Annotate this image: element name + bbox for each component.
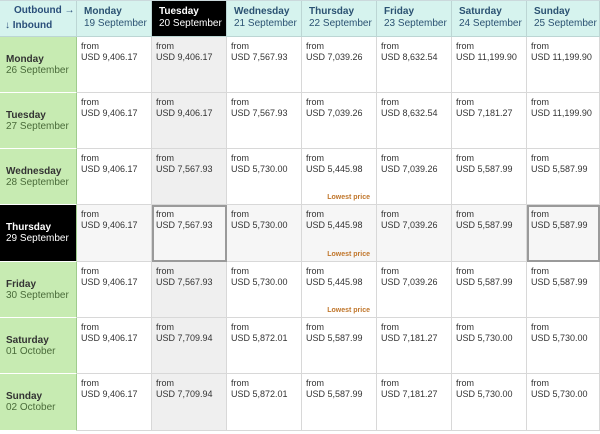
row-day: Wednesday [6, 165, 62, 177]
fare-from-label: from [81, 209, 99, 219]
column-day: Monday [84, 6, 122, 17]
fare-price: USD 5,587.99 [531, 220, 588, 230]
fare-cell[interactable] [452, 149, 527, 205]
fare-from-label: from [456, 41, 474, 51]
fare-from-label: from [81, 378, 99, 388]
fare-from-label: from [381, 378, 399, 388]
fare-price: USD 7,709.94 [156, 333, 213, 343]
fare-price: USD 7,181.27 [381, 333, 438, 343]
fare-from-label: from [156, 41, 174, 51]
fare-from-label: from [381, 97, 399, 107]
fare-cell[interactable] [152, 149, 227, 205]
fare-price: USD 5,872.01 [231, 333, 288, 343]
fare-price: USD 5,730.00 [231, 277, 288, 287]
row-date: 27 September [6, 120, 69, 132]
fare-from-label: from [306, 378, 324, 388]
fare-cell[interactable] [227, 93, 302, 149]
fare-from-label: from [306, 266, 324, 276]
fare-cell[interactable] [302, 93, 377, 149]
fare-from-label: from [531, 378, 549, 388]
fare-cell[interactable] [77, 374, 152, 431]
fare-from-label: from [156, 97, 174, 107]
column-header-monday[interactable] [77, 1, 152, 37]
fare-cell[interactable] [377, 374, 452, 431]
fare-price: USD 9,406.17 [81, 389, 138, 399]
row-date: 26 September [6, 64, 69, 76]
fare-price: USD 8,632.54 [381, 52, 438, 62]
fare-price: USD 9,406.17 [81, 333, 138, 343]
column-header-sunday[interactable] [527, 1, 600, 37]
inbound-label: ↓ Inbound [5, 20, 53, 31]
fare-cell[interactable] [452, 318, 527, 374]
lowest-price-badge: Lowest price [327, 194, 370, 201]
fare-from-label: from [381, 266, 399, 276]
grid-corner [0, 1, 77, 37]
fare-price: USD 9,406.17 [81, 220, 138, 230]
fare-price: USD 5,587.99 [531, 164, 588, 174]
fare-from-label: from [81, 322, 99, 332]
fare-from-label: from [456, 97, 474, 107]
fare-from-label: from [531, 97, 549, 107]
fare-cell[interactable] [377, 318, 452, 374]
fare-from-label: from [231, 41, 249, 51]
fare-price: USD 7,567.93 [156, 220, 213, 230]
fare-from-label: from [306, 97, 324, 107]
fare-from-label: from [156, 266, 174, 276]
row-date: 28 September [6, 176, 69, 188]
row-header-friday[interactable] [0, 262, 77, 318]
fare-from-label: from [81, 97, 99, 107]
column-header-thursday[interactable] [302, 1, 377, 37]
fare-from-label: from [531, 153, 549, 163]
fare-cell[interactable] [452, 37, 527, 93]
fare-from-label: from [231, 378, 249, 388]
fare-from-label: from [456, 266, 474, 276]
column-date: 25 September [534, 18, 597, 29]
fare-cell[interactable] [227, 205, 302, 262]
column-header-saturday[interactable] [452, 1, 527, 37]
row-header-sunday[interactable] [0, 374, 77, 431]
fare-cell[interactable] [77, 93, 152, 149]
column-date: 21 September [234, 18, 297, 29]
fare-cell[interactable] [452, 93, 527, 149]
fare-cell[interactable] [302, 318, 377, 374]
fare-from-label: from [456, 153, 474, 163]
fare-cell[interactable] [377, 37, 452, 93]
column-day: Thursday [309, 6, 355, 17]
row-header-thursday[interactable] [0, 205, 77, 262]
fare-price: USD 9,406.17 [156, 108, 213, 118]
fare-price: USD 7,567.93 [231, 52, 288, 62]
fare-price: USD 7,039.26 [306, 52, 363, 62]
column-date: 24 September [459, 18, 522, 29]
fare-price: USD 7,039.26 [381, 220, 438, 230]
fare-cell[interactable] [452, 374, 527, 431]
fare-cell[interactable] [152, 205, 227, 262]
fare-price: USD 9,406.17 [81, 277, 138, 287]
fare-cell[interactable] [152, 262, 227, 318]
fare-cell[interactable] [302, 262, 377, 318]
column-date: 22 September [309, 18, 372, 29]
row-day: Sunday [6, 391, 43, 402]
fare-cell[interactable] [527, 149, 600, 205]
fare-cell[interactable] [227, 149, 302, 205]
fare-from-label: from [531, 266, 549, 276]
column-header-wednesday[interactable] [227, 1, 302, 37]
fare-price: USD 5,587.99 [456, 220, 513, 230]
fare-from-label: from [81, 41, 99, 51]
fare-cell[interactable] [527, 93, 600, 149]
fare-price: USD 5,730.00 [231, 164, 288, 174]
column-date: 19 September [84, 18, 147, 29]
fare-cell[interactable] [152, 318, 227, 374]
fare-cell[interactable] [227, 374, 302, 431]
fare-cell[interactable] [77, 205, 152, 262]
lowest-price-badge: Lowest price [327, 307, 370, 314]
fare-cell[interactable] [77, 318, 152, 374]
fare-from-label: from [531, 322, 549, 332]
fare-price: USD 5,730.00 [231, 220, 288, 230]
fare-cell[interactable] [527, 374, 600, 431]
column-day: Saturday [459, 6, 502, 17]
fare-price: USD 9,406.17 [81, 108, 138, 118]
fare-from-label: from [156, 209, 174, 219]
fare-from-label: from [456, 209, 474, 219]
fare-price: USD 9,406.17 [81, 164, 138, 174]
column-day: Friday [384, 6, 415, 17]
column-date: 20 September [159, 18, 222, 29]
fare-price: USD 7,567.93 [231, 108, 288, 118]
fare-price: USD 11,199.90 [456, 52, 517, 62]
row-header-tuesday[interactable] [0, 93, 77, 149]
column-header-tuesday[interactable] [152, 1, 227, 37]
fare-from-label: from [156, 153, 174, 163]
fare-price: USD 7,567.93 [156, 164, 213, 174]
fare-price: USD 5,730.00 [456, 333, 513, 343]
column-date: 23 September [384, 18, 447, 29]
fare-cell[interactable] [77, 262, 152, 318]
fare-from-label: from [456, 322, 474, 332]
fare-price: USD 9,406.17 [81, 52, 138, 62]
row-header-wednesday[interactable] [0, 149, 77, 205]
fare-price: USD 5,730.00 [531, 389, 588, 399]
row-date: 30 September [6, 289, 69, 301]
fare-price: USD 5,587.99 [456, 164, 513, 174]
fare-cell[interactable] [152, 37, 227, 93]
row-day: Thursday [6, 222, 52, 233]
fare-cell[interactable] [527, 318, 600, 374]
fare-cell[interactable] [302, 149, 377, 205]
fare-price: USD 9,406.17 [156, 52, 213, 62]
row-day: Friday [6, 278, 37, 290]
fare-from-label: from [531, 41, 549, 51]
fare-price: USD 7,709.94 [156, 389, 213, 399]
fare-price: USD 5,587.99 [456, 277, 513, 287]
lowest-price-badge: Lowest price [327, 251, 370, 258]
fare-cell[interactable] [377, 149, 452, 205]
fare-from-label: from [306, 209, 324, 219]
fare-price: USD 5,587.99 [306, 389, 363, 399]
row-day: Monday [6, 53, 44, 65]
fare-cell[interactable] [227, 318, 302, 374]
fare-price: USD 5,587.99 [306, 333, 363, 343]
fare-cell[interactable] [77, 149, 152, 205]
row-date: 01 October [6, 345, 56, 357]
row-day: Saturday [6, 334, 49, 346]
fare-price: USD 7,039.26 [306, 108, 363, 118]
fare-from-label: from [381, 153, 399, 163]
fare-price: USD 5,445.98 [306, 164, 363, 174]
fare-price: USD 5,445.98 [306, 220, 363, 230]
fare-price: USD 11,199.90 [531, 108, 592, 118]
fare-from-label: from [156, 378, 174, 388]
fare-cell[interactable] [527, 205, 600, 262]
row-header-monday[interactable] [0, 37, 77, 93]
fare-cell[interactable] [527, 37, 600, 93]
row-header-saturday[interactable] [0, 318, 77, 374]
fare-cell[interactable] [302, 374, 377, 431]
outbound-label: Outbound → [14, 5, 75, 16]
fare-cell[interactable] [377, 205, 452, 262]
row-day: Tuesday [6, 109, 46, 121]
fare-from-label: from [381, 41, 399, 51]
fare-from-label: from [231, 153, 249, 163]
fare-price: USD 5,445.98 [306, 277, 363, 287]
column-day: Tuesday [159, 6, 199, 17]
fare-from-label: from [381, 322, 399, 332]
fare-from-label: from [381, 209, 399, 219]
fare-cell[interactable] [527, 262, 600, 318]
fare-from-label: from [306, 41, 324, 51]
fare-from-label: from [231, 209, 249, 219]
fare-from-label: from [531, 209, 549, 219]
fare-price: USD 5,730.00 [531, 333, 588, 343]
fare-cell[interactable] [452, 262, 527, 318]
fare-from-label: from [456, 378, 474, 388]
fare-price: USD 7,181.27 [456, 108, 513, 118]
fare-from-label: from [156, 322, 174, 332]
fare-cell[interactable] [227, 262, 302, 318]
fare-from-label: from [231, 266, 249, 276]
fare-price: USD 5,587.99 [531, 277, 588, 287]
fare-price: USD 5,730.00 [456, 389, 513, 399]
fare-from-label: from [306, 322, 324, 332]
fare-price: USD 7,039.26 [381, 277, 438, 287]
fare-from-label: from [231, 97, 249, 107]
fare-price: USD 7,039.26 [381, 164, 438, 174]
row-date: 02 October [6, 402, 56, 413]
fare-cell[interactable] [302, 205, 377, 262]
column-day: Wednesday [234, 6, 290, 17]
row-date: 29 September [6, 233, 69, 244]
fare-price: USD 8,632.54 [381, 108, 438, 118]
fare-from-label: from [231, 322, 249, 332]
fare-cell[interactable] [152, 93, 227, 149]
column-day: Sunday [534, 6, 571, 17]
fare-cell[interactable] [377, 262, 452, 318]
fare-cell[interactable] [152, 374, 227, 431]
fare-price: USD 7,567.93 [156, 277, 213, 287]
fare-cell[interactable] [77, 37, 152, 93]
fare-cell[interactable] [377, 93, 452, 149]
fare-from-label: from [306, 153, 324, 163]
fare-cell[interactable] [302, 37, 377, 93]
fare-from-label: from [81, 153, 99, 163]
fare-from-label: from [81, 266, 99, 276]
fare-price: USD 5,872.01 [231, 389, 288, 399]
fare-price: USD 11,199.90 [531, 52, 592, 62]
fare-cell[interactable] [227, 37, 302, 93]
fare-cell[interactable] [452, 205, 527, 262]
fare-price: USD 7,181.27 [381, 389, 438, 399]
column-header-friday[interactable] [377, 1, 452, 37]
